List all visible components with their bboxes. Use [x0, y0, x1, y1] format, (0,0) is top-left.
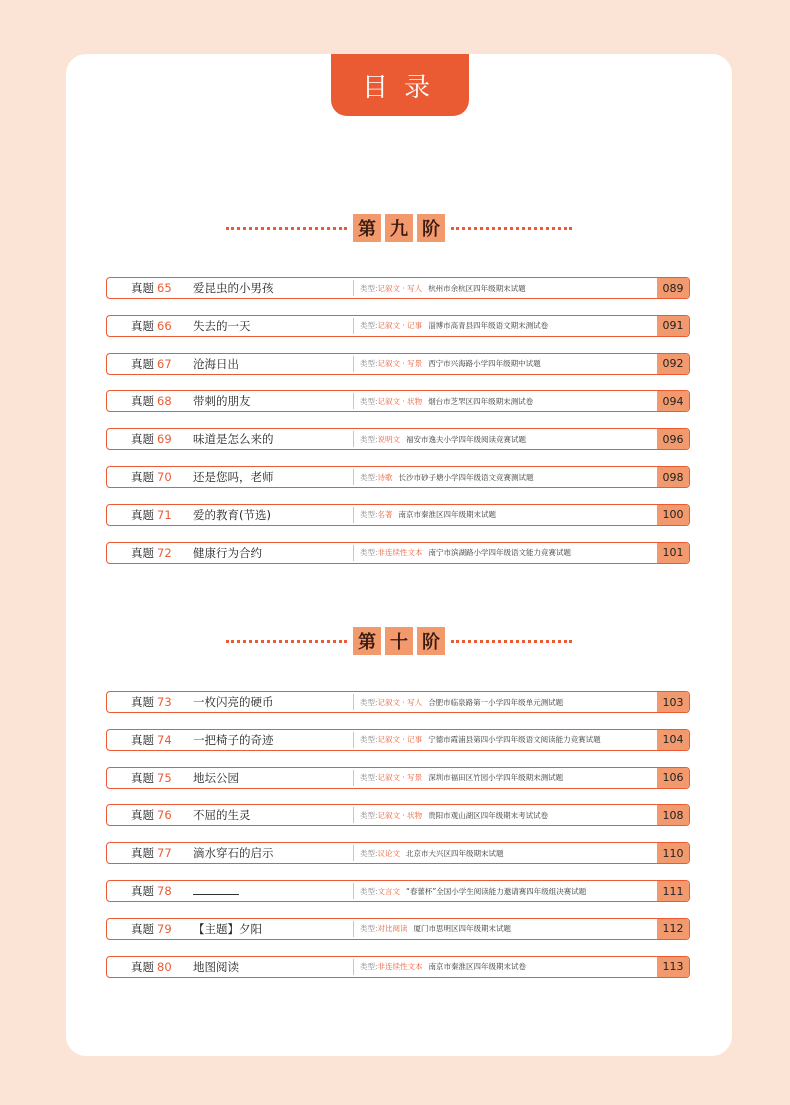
row-title: [181, 469, 353, 485]
type-label: 类型:: [360, 886, 378, 896]
row-number: 76: [157, 808, 172, 823]
row-label: 真题: [131, 281, 154, 295]
row-label: 真题: [131, 808, 154, 823]
row-number: 70: [157, 470, 172, 484]
page-number: 108: [657, 805, 689, 825]
row-number: 68: [157, 394, 172, 409]
toc-row[interactable]: [106, 390, 690, 412]
category: 对比阅读: [377, 924, 408, 934]
type-label: 类型:: [360, 396, 378, 406]
row-number: 79: [157, 921, 172, 936]
category: 记叙文 · 写人: [377, 697, 423, 707]
row-title-text: 失去的一天: [193, 318, 251, 333]
row-label: 真题: [131, 732, 154, 747]
separator: [353, 732, 354, 748]
row-meta: [360, 396, 657, 407]
stage-char: 九: [385, 214, 413, 242]
page-number: 094: [657, 391, 689, 411]
category: 名著: [377, 510, 393, 520]
row-title-text: 滴水穿石的启示: [193, 846, 274, 861]
row-label: 真题: [131, 318, 154, 333]
row-title-text: 味道是怎么来的: [193, 432, 274, 447]
category: 记叙文 · 写人: [377, 283, 423, 293]
source: 淄博市高青县四年级语文期末测试卷: [428, 321, 549, 331]
row-number: 65: [157, 281, 172, 295]
row-meta: [360, 547, 657, 558]
row-title: [181, 845, 353, 861]
row-label: 真题: [131, 884, 154, 898]
row-meta: [360, 772, 657, 783]
row-meta: [360, 810, 657, 821]
row-title-text: 带刺的朋友: [193, 394, 251, 409]
row-meta: [360, 848, 657, 859]
row-title: [181, 770, 353, 786]
category: 记叙文 · 记事: [377, 321, 423, 331]
toc-row[interactable]: [106, 691, 690, 713]
stage-char: 第: [353, 627, 381, 655]
stage-char: 第: [353, 214, 381, 242]
row-label: 真题: [131, 695, 154, 709]
stage-char: 阶: [417, 627, 445, 655]
separator: [353, 393, 354, 409]
toc-row[interactable]: [106, 542, 690, 564]
page-number: 091: [657, 316, 689, 336]
row-title-text: 爱昆虫的小男孩: [193, 281, 274, 295]
page-number: 106: [657, 768, 689, 788]
source: 宁德市霞浦县第四小学四年级语文阅读能力竞赛试题: [428, 735, 601, 745]
type-label: 类型:: [360, 697, 378, 707]
row-title: [181, 280, 353, 296]
category: 记叙文 · 状物: [377, 810, 423, 820]
page-number: 096: [657, 429, 689, 449]
divider: [226, 640, 347, 643]
page-number: 092: [657, 354, 689, 374]
toc-row[interactable]: [106, 767, 690, 789]
source: 南京市秦淮区四年级期末试卷: [428, 962, 527, 972]
row-label: 真题: [131, 770, 154, 785]
blank-underline: [193, 884, 239, 895]
row-title-text: 沧海日出: [193, 356, 239, 371]
row-number: 71: [157, 507, 172, 522]
row-label: 真题: [131, 356, 154, 371]
type-label: 类型:: [360, 810, 378, 820]
source: 西宁市兴海路小学四年级期中试题: [428, 359, 541, 369]
source: 贵阳市观山湖区四年级期末考试试卷: [428, 810, 549, 820]
row-title: [181, 356, 353, 372]
row-title-text: 【主题】夕阳: [193, 921, 262, 936]
page-number: 103: [657, 692, 689, 712]
row-number: 72: [157, 545, 172, 560]
source: 杭州市余杭区四年级期末试题: [428, 283, 526, 293]
row-label: 真题: [131, 394, 154, 409]
row-number: 75: [157, 770, 172, 785]
toc-row[interactable]: [106, 353, 690, 375]
toc-row[interactable]: [106, 880, 690, 902]
row-label: 真题: [131, 507, 154, 522]
type-label: 类型:: [360, 283, 378, 293]
toc-row[interactable]: [106, 315, 690, 337]
category: 记叙文 · 状物: [377, 396, 423, 406]
row-title: [181, 959, 353, 975]
type-label: 类型:: [360, 321, 378, 331]
type-label: 类型:: [360, 472, 378, 482]
type-label: 类型:: [360, 924, 378, 934]
category: 记叙文 · 写景: [377, 773, 423, 783]
page-number: 112: [657, 919, 689, 939]
row-title: [181, 884, 353, 898]
page-number: 111: [657, 881, 689, 901]
row-title-text: 地图阅读: [193, 959, 239, 974]
row-title-text: 一把椅子的奇迹: [193, 732, 274, 747]
separator: [353, 280, 354, 296]
page-number: 110: [657, 843, 689, 863]
separator: [353, 318, 354, 334]
toc-row[interactable]: [106, 956, 690, 978]
separator: [353, 807, 354, 823]
row-meta: [360, 734, 657, 745]
row-label: 真题: [131, 921, 154, 936]
source: 南京市秦淮区四年级期末试题: [398, 510, 497, 520]
source: 厦门市思明区四年级期末试题: [413, 924, 512, 934]
row-number: 67: [157, 356, 172, 371]
separator: [353, 770, 354, 786]
separator: [353, 883, 354, 899]
toc-row[interactable]: [106, 277, 690, 299]
row-meta: [360, 509, 657, 520]
stage-char: 阶: [417, 214, 445, 242]
type-label: 类型:: [360, 510, 378, 520]
row-title-text: 爱的教育(节选): [193, 507, 271, 522]
category: 诗歌: [377, 472, 393, 482]
row-meta: [360, 283, 657, 294]
section-heading-10: [220, 624, 578, 658]
row-title-text: 地坛公园: [193, 770, 239, 785]
row-number: 77: [157, 846, 172, 861]
row-title: [181, 732, 353, 748]
type-label: 类型:: [360, 735, 378, 745]
separator: [353, 921, 354, 937]
separator: [353, 356, 354, 372]
page-number: 098: [657, 467, 689, 487]
row-meta: [360, 472, 657, 483]
separator: [353, 845, 354, 861]
type-label: 类型:: [360, 773, 378, 783]
row-label: 真题: [131, 470, 154, 484]
type-label: 类型:: [360, 962, 378, 972]
row-meta: [360, 320, 657, 331]
source: 长沙市砂子塘小学四年级语文竞赛测试题: [398, 472, 534, 482]
category: 记叙文 · 记事: [377, 735, 423, 745]
row-number: 66: [157, 318, 172, 333]
separator: [353, 469, 354, 485]
toc-row[interactable]: [106, 428, 690, 450]
row-title-text: 健康行为合约: [193, 545, 262, 560]
page-number: 101: [657, 543, 689, 563]
source: 深圳市福田区竹园小学四年级期末测试题: [428, 773, 564, 783]
source: 烟台市芝罘区四年级期末测试卷: [428, 396, 534, 406]
category: 记叙文 · 写景: [377, 359, 423, 369]
source: 北京市大兴区四年级期末试题: [406, 848, 504, 858]
row-meta: [360, 358, 657, 369]
row-title: [181, 507, 353, 523]
row-number: 73: [157, 695, 172, 709]
row-title: [181, 807, 353, 823]
source: 南宁市滨湖路小学四年级语文能力竞赛试题: [428, 548, 572, 558]
row-title: [181, 921, 353, 937]
toc-row[interactable]: [106, 804, 690, 826]
page-number: 113: [657, 957, 689, 977]
toc-row[interactable]: [106, 729, 690, 751]
category: 非连续性文本: [377, 962, 423, 972]
row-title-text: 一枚闪亮的硬币: [193, 695, 274, 709]
page-number: 089: [657, 278, 689, 298]
source: “春蕾杯”全国小学生阅读能力邀请赛四年级组决赛试题: [406, 886, 587, 896]
toc-row[interactable]: [106, 504, 690, 526]
category: 议论文: [377, 848, 401, 858]
separator: [353, 694, 354, 710]
row-number: 78: [157, 884, 172, 898]
row-label: 真题: [131, 959, 154, 974]
source: 合肥市临泉路第一小学四年级单元测试题: [428, 697, 564, 707]
row-meta: [360, 923, 657, 934]
type-label: 类型:: [360, 434, 378, 444]
separator: [353, 431, 354, 447]
separator: [353, 507, 354, 523]
row-title: [181, 318, 353, 334]
page-number: 104: [657, 730, 689, 750]
type-label: 类型:: [360, 548, 378, 558]
row-number: 74: [157, 732, 172, 747]
type-label: 类型:: [360, 359, 378, 369]
row-label: 真题: [131, 432, 154, 447]
row-label: 真题: [131, 846, 154, 861]
row-title: [181, 393, 353, 409]
row-title: [181, 431, 353, 447]
divider: [226, 227, 347, 230]
row-title: [181, 694, 353, 710]
divider: [451, 640, 572, 643]
row-meta: [360, 434, 657, 445]
row-title-text: 还是您吗，老师: [193, 470, 274, 484]
row-meta: [360, 886, 657, 897]
separator: [353, 545, 354, 561]
page-title: 目录: [331, 54, 469, 116]
toc-row[interactable]: [106, 466, 690, 488]
toc-row[interactable]: [106, 842, 690, 864]
section-heading-9: [220, 211, 578, 245]
row-title-text: 不屈的生灵: [193, 808, 251, 823]
type-label: 类型:: [360, 848, 378, 858]
divider: [451, 227, 572, 230]
category: 非连续性文本: [377, 548, 423, 558]
row-title: [181, 545, 353, 561]
category: 说明文: [377, 434, 401, 444]
row-number: 80: [157, 959, 172, 974]
source: 福安市逸夫小学四年级阅读竞赛试题: [406, 434, 527, 444]
row-meta: [360, 961, 657, 972]
category: 文言文: [377, 886, 401, 896]
row-number: 69: [157, 432, 172, 447]
separator: [353, 959, 354, 975]
row-meta: [360, 697, 657, 708]
page-number: 100: [657, 505, 689, 525]
toc-row[interactable]: [106, 918, 690, 940]
row-label: 真题: [131, 545, 154, 560]
stage-char: 十: [385, 627, 413, 655]
